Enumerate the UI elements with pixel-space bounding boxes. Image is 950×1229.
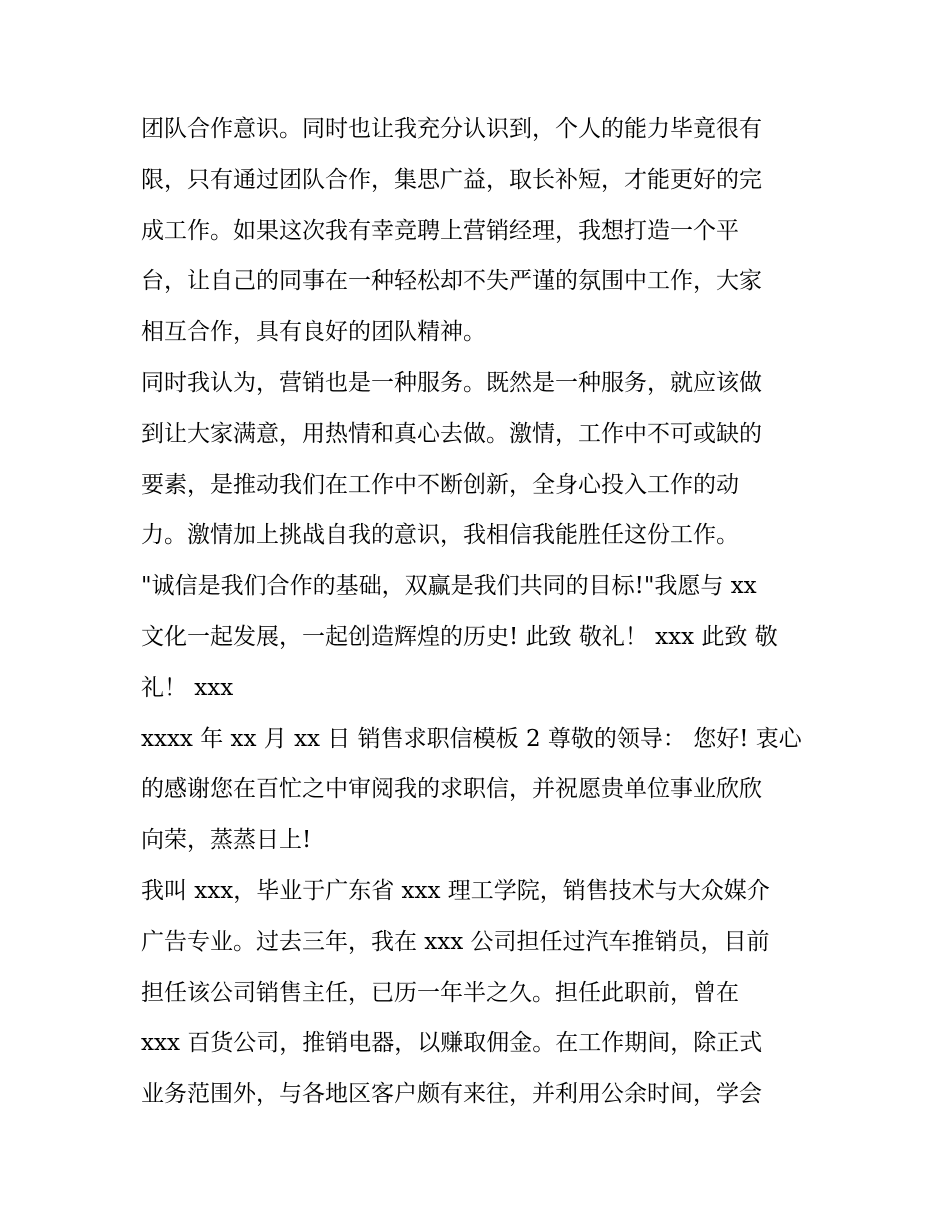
text-line: 团队合作意识。同时也让我充分认识到，个人的能力毕竟很有 bbox=[141, 116, 762, 142]
text-line: 担任该公司销售主任，已历一年半之久。担任此职前，曾在 bbox=[141, 979, 739, 1006]
text-line: 业务范围外，与各地区客户颇有来往，并利用公余时间，学会 bbox=[141, 1081, 762, 1108]
text-line: 礼！ xxx bbox=[141, 674, 234, 701]
text-line: 文化一起发展，一起创造辉煌的历史! 此致 敬礼！ xxx 此致 敬 bbox=[141, 623, 778, 650]
text-line: 的感谢您在百忙之中审阅我的求职信，并祝愿贵单位事业欣欣 bbox=[141, 776, 762, 803]
text-line: 限，只有通过团队合作，集思广益，取长补短，才能更好的完 bbox=[141, 166, 762, 193]
text-line: 成工作。如果这次我有幸竞聘上营销经理，我想打造一个平 bbox=[141, 217, 739, 244]
text-line: 广告专业。过去三年，我在 xxx 公司担任过汽车推销员，目前 bbox=[141, 928, 770, 955]
text-line: 要素，是推动我们在工作中不断创新，全身心投入工作的动 bbox=[141, 471, 739, 498]
text-line: 我叫 xxx，毕业于广东省 xxx 理工学院，销售技术与大众媒介 bbox=[141, 877, 770, 904]
text-line: 力。激情加上挑战自我的意识，我相信我能胜任这份工作。 bbox=[141, 522, 739, 549]
text-line: xxx 百货公司，推销电器，以赚取佣金。在工作期间，除正式 bbox=[141, 1030, 763, 1057]
document-body-text bbox=[141, 104, 831, 1120]
text-line: 到让大家满意，用热情和真心去做。激情，工作中不可或缺的 bbox=[141, 420, 762, 447]
text-line: 同时我认为，营销也是一种服务。既然是一种服务，就应该做 bbox=[141, 369, 762, 396]
text-line: xxxx 年 xx 月 xx 日 销售求职信模板 2 尊敬的领导： 您好! 衷心 bbox=[141, 725, 802, 752]
text-line: 向荣，蒸蒸日上! bbox=[141, 827, 312, 854]
text-line: "诚信是我们合作的基础，双赢是我们共同的目标!"我愿与 xx bbox=[141, 573, 757, 600]
text-line: 相互合作，具有良好的团队精神。 bbox=[141, 319, 486, 346]
text-line: 台，让自己的同事在一种轻松却不失严谨的氛围中工作，大家 bbox=[141, 268, 762, 295]
